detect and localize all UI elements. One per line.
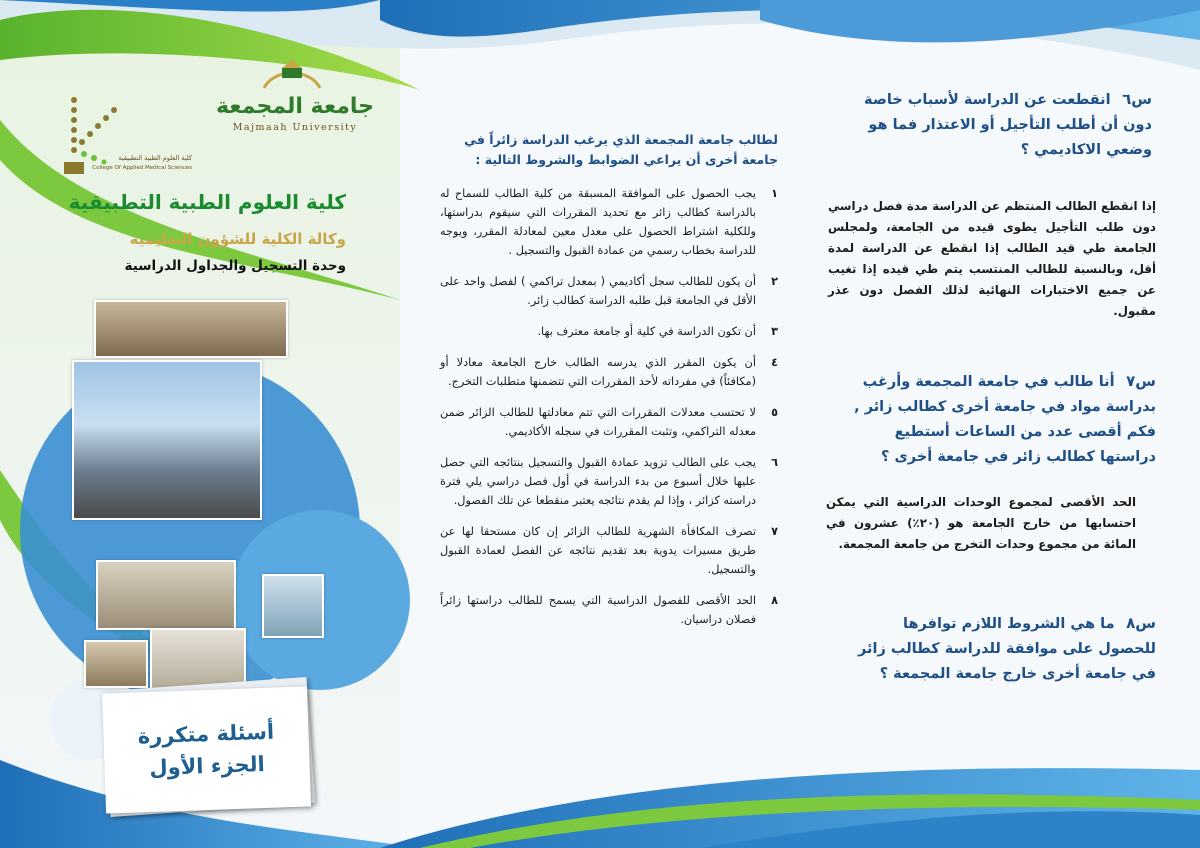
- photo-lab: [262, 574, 324, 638]
- condition-item: [440, 522, 778, 579]
- photo-building: [72, 360, 262, 520]
- condition-text: يجب على الطالب تزويد عمادة القبول والتسجيل بنتائجه التي حصل عليها خلال أسبوع من بدء الدراسة في أول فصل دراسي يلي فترة دراسته كزائر ، وإذا لم يقدم نتائجه يعتبر منقطعا عن تلك الفصول.: [440, 456, 756, 507]
- condition-text: أن تكون الدراسة في كلية أو جامعة معترف بها.: [537, 325, 756, 338]
- condition-number: ٤: [771, 356, 778, 369]
- condition-number: ٦: [771, 456, 778, 469]
- college-logo-arabic: كلية العلوم الطبية التطبيقية: [118, 154, 192, 162]
- condition-text: تصرف المكافأة الشهرية للطالب الزائر إن كان مستحقا لها عن طريق مسيرات يدوية بعد تقديم نتائجه عن الفصل لعمادة القبول والتسجيل.: [440, 525, 756, 576]
- condition-text: أن يكون المقرر الذي يدرسه الطالب خارج الجامعة معادلا أو (مكافئاً) في مفرداته لأحد المقررات التي تتضمنها متطلبات التخرج.: [440, 356, 756, 388]
- condition-text: لا تحتسب معدلات المقررات التي تتم معادلتها للطالب الزائر ضمن معدله التراكمي، وتثبت المقررات في سجله الأكاديمي.: [440, 406, 756, 438]
- faq-title: أسئلة متكررة: [137, 719, 275, 749]
- faq-card-front: [102, 686, 311, 813]
- university-emblem-icon: [260, 58, 324, 92]
- faq-card: [98, 680, 320, 820]
- condition-item: [440, 322, 778, 341]
- condition-item: [440, 403, 778, 441]
- question-text: أنا طالب في جامعة المجمعة وأرغب بدراسة مواد في جامعة أخرى كطالب زائر , فكم أقصى عدد من الساعات أستطيع دراستها كطالب زائر في جامعة أخرى ؟: [854, 374, 1156, 465]
- condition-number: ٣: [771, 325, 778, 338]
- college-logo-english: College Of Applied Medical Sciences: [92, 165, 192, 171]
- condition-number: ٢: [771, 275, 778, 288]
- condition-number: ١: [771, 187, 778, 200]
- condition-text: أن يكون للطالب سجل أكاديمي ( بمعدل تراكمي ) لفصل واحد على الأقل في الجامعة قبل طلبه الدراسة كطالب زائر.: [440, 275, 756, 307]
- college-title: كلية العلوم الطبية التطبيقية: [68, 190, 346, 214]
- registration-unit-title: وحدة التسجيل والجداول الدراسية: [124, 258, 346, 274]
- deanship-title: وكالة الكلية للشؤون التعليمية: [129, 230, 346, 248]
- question-number: س٨: [1126, 614, 1156, 632]
- conditions-intro: لطالب جامعة المجمعة الذي يرغب الدراسة زائراً في جامعة أخرى أن يراعي الضوابط والشروط التالية :: [464, 132, 778, 167]
- answer-7: الحد الأقصى لمجموع الوحدات الدراسية التي يمكن احتسابها من خارج الجامعة هو (٢٠٪) عشرون في المائة من مجموع وحدات التخرج من جامعة المجمعة.: [826, 495, 1136, 551]
- question-7: [846, 370, 1156, 470]
- condition-item: [440, 184, 778, 260]
- condition-item: [440, 453, 778, 510]
- question-text: ما هي الشروط اللازم توافرها للحصول على موافقة للدراسة كطالب زائر في جامعة أخرى خارج جامعة المجمعة ؟: [858, 616, 1156, 682]
- condition-text: يجب الحصول على الموافقة المسبقة من كلية الطالب للسماح له بالدراسة كطالب زائر مع تحديد المقررات التي سيقوم بدراستها، وللكلية اشتراط الحصول على معدل معين لمعادلة المقرر، ويوجه للدراسة بخطاب رسمي من عمادة القبول والتسجيل .: [440, 187, 756, 257]
- answer-6: إذا انقطع الطالب المنتظم عن الدراسة مدة فصل دراسي دون طلب التأجيل يطوى قيده من الجامعة، ولمجلس الجامعة طي قيد الطالب إذا انقطع عن الدراسة لمدة أقل، وبالنسبة للطالب المنتسب يتم طي قيده إذا تغيب عن جميع الاختبارات النهائية لذلك الفصل دون عذر مقبول.: [828, 199, 1156, 318]
- question-number: س٦: [1122, 90, 1152, 108]
- condition-number: ٥: [771, 406, 778, 419]
- college-logo: [60, 92, 200, 182]
- question-6: [850, 88, 1152, 163]
- question-number: س٧: [1126, 372, 1156, 390]
- photo-students-group: [96, 560, 236, 630]
- question-8: [850, 612, 1156, 687]
- university-name-arabic: جامعة المجمعة: [215, 94, 375, 119]
- university-name-english: Majmaah University: [232, 122, 358, 133]
- faq-part: الجزء الأول: [148, 751, 266, 780]
- condition-item: [440, 353, 778, 391]
- photo-conference-hall: [94, 300, 288, 358]
- condition-item: [440, 272, 778, 310]
- condition-item: [440, 591, 778, 629]
- condition-number: ٨: [771, 594, 778, 607]
- condition-text: الحد الأقصى للفصول الدراسية التي يسمح للطالب دراستها زائراً فصلان دراسيان.: [440, 594, 756, 626]
- visitor-conditions-section: [440, 130, 778, 641]
- question-text: انقطعت عن الدراسة لأسباب خاصة دون أن أطلب التأجيل أو الاعتذار فما هو وضعي الاكاديمي ؟: [864, 92, 1152, 158]
- condition-number: ٧: [771, 525, 778, 538]
- majmaah-university-logo: [210, 58, 380, 138]
